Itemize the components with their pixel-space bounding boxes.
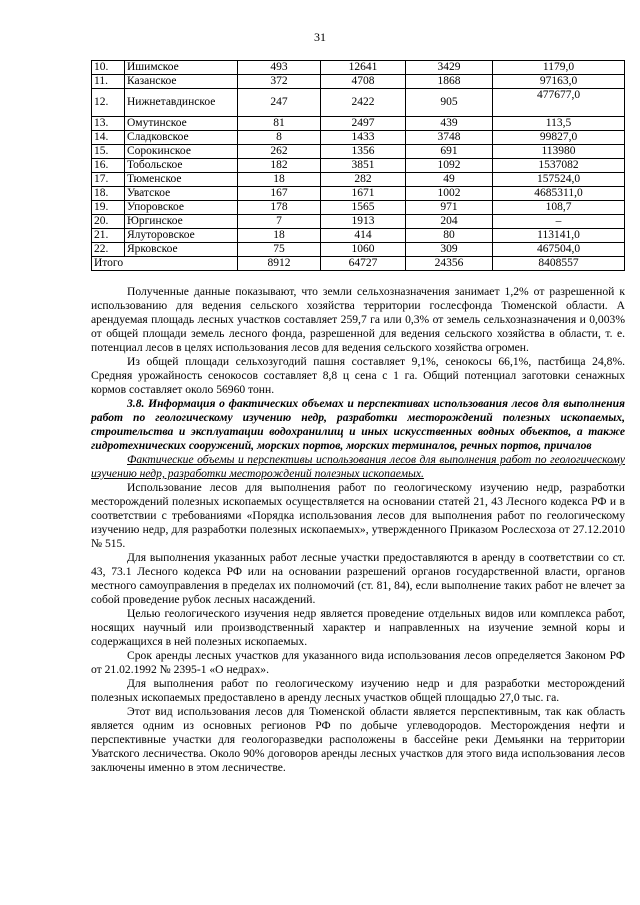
table-row	[92, 117, 625, 131]
value-cell: 1868	[406, 75, 493, 89]
value-cell: 1565	[321, 201, 406, 215]
total-value: 8408557	[493, 257, 625, 271]
row-number: 22.	[92, 243, 125, 257]
section-heading: 3.8. Информация о фактических объемах и перспективах использования лесов для выполнения работ по геологическому изучению недр, разработки месторождений полезных ископаемых, строительства и эксплуатации водохранилищ и иных искусственных водных объектов, а также гидротехнических сооружений, морских портов, морских терминалов, речных портов, причалов	[91, 397, 625, 452]
body-text	[91, 285, 625, 775]
value-cell: 113980	[493, 145, 625, 159]
value-cell: 99827,0	[493, 131, 625, 145]
row-number: 11.	[92, 75, 125, 89]
table-row	[92, 173, 625, 187]
value-cell: 49	[406, 173, 493, 187]
value-cell: 1537082	[493, 159, 625, 173]
land-use-table	[91, 60, 625, 271]
row-number: 21.	[92, 229, 125, 243]
paragraph: Полученные данные показывают, что земли сельхозназначения занимает 1,2% от разрешенной к использованию для ведения сельского хозяйства территории гослесфонда Тюменской области. А арендуемая площадь лесных участков составляет 259,7 га или 0,3% от земель сельхозназначения и 0,003% от общей площади земель лесного фонда, разрешенной для ведения сельского хозяйства в области, т. е. потенциал лесов в целях использования лесов для ведения сельского хозяйства огромен.	[91, 285, 625, 354]
page-number: 31	[314, 30, 326, 44]
table-row	[92, 159, 625, 173]
value-cell: 12641	[321, 61, 406, 75]
table-row	[92, 187, 625, 201]
value-cell: 905	[406, 89, 493, 117]
value-cell: 467504,0	[493, 243, 625, 257]
forestry-name: Казанское	[125, 75, 238, 89]
value-cell: 18	[238, 173, 321, 187]
forestry-name: Уватское	[125, 187, 238, 201]
value-cell: 1433	[321, 131, 406, 145]
paragraph: Для выполнения работ по геологическому изучению недр и для разработки месторождений полезных ископаемых предоставлено в аренду лесных участков общей площадью 27,0 тыс. га.	[91, 677, 625, 704]
value-cell: 81	[238, 117, 321, 131]
value-cell: 80	[406, 229, 493, 243]
value-cell: 3851	[321, 159, 406, 173]
value-cell: 2422	[321, 89, 406, 117]
value-cell: 262	[238, 145, 321, 159]
value-cell: 18	[238, 229, 321, 243]
paragraph: Этот вид использования лесов для Тюменской области является перспективным, так как область является одним из основных регионов РФ по добыче углеводородов. Месторождения нефти и перспективные участки для геологоразведки расположены в бассейне реки Демьянки на территории Уватского лесничества. Около 90% договоров аренды лесных участков для этого вида использования лесов заключены именно в этом лесничестве.	[91, 705, 625, 774]
forestry-name: Сорокинское	[125, 145, 238, 159]
forestry-name: Ялуторовское	[125, 229, 238, 243]
table-row	[92, 89, 625, 117]
total-value: 8912	[238, 257, 321, 271]
value-cell: 157524,0	[493, 173, 625, 187]
total-value: 24356	[406, 257, 493, 271]
value-cell: 8	[238, 131, 321, 145]
value-cell: 1913	[321, 215, 406, 229]
paragraph: Использование лесов для выполнения работ по геологическому изучению недр, разработки месторождений полезных ископаемых осуществляется на основании статей 21, 43 Лесного кодекса РФ и в соответствии с требованиями «Порядка использования лесов для выполнения работ по геологическому изучению недр, для разработки полезных ископаемых», утвержденного Приказом Рослесхоза от 27.12.2010 № 515.	[91, 481, 625, 550]
value-cell: 282	[321, 173, 406, 187]
value-cell: 204	[406, 215, 493, 229]
row-number: 16.	[92, 159, 125, 173]
value-cell: 75	[238, 243, 321, 257]
forestry-name: Упоровское	[125, 201, 238, 215]
table-row	[92, 61, 625, 75]
paragraph: Срок аренды лесных участков для указанного вида использования лесов определяется Законом РФ от 21.02.1992 № 2395-1 «О недрах».	[91, 649, 625, 676]
row-number: 10.	[92, 61, 125, 75]
forestry-name: Тобольское	[125, 159, 238, 173]
row-number: 13.	[92, 117, 125, 131]
value-cell: 1356	[321, 145, 406, 159]
forestry-name: Тюменское	[125, 173, 238, 187]
forestry-name: Нижнетавдинское	[125, 89, 238, 117]
table-row	[92, 145, 625, 159]
table-body	[92, 61, 625, 271]
value-cell: 414	[321, 229, 406, 243]
value-cell: 4685311,0	[493, 187, 625, 201]
value-cell: 372	[238, 75, 321, 89]
value-cell: 178	[238, 201, 321, 215]
value-cell: 309	[406, 243, 493, 257]
paragraph: Для выполнения указанных работ лесные участки предоставляются в аренду в соответствии со ст. 43, 73.1 Лесного кодекса РФ или на основании разрешений органов государственной власти, органов местного самоуправления в пределах их полномочий (ст. 81, 84), если выполнение таких работ не влечет за собой проведение рубок лесных насаждений.	[91, 551, 625, 606]
value-cell: 3429	[406, 61, 493, 75]
paragraph: Из общей площади сельхозугодий пашня составляет 9,1%, сенокосы 66,1%, пастбища 24,8%. Средняя урожайность сенокосов составляет 8,8 ц сена с 1 га. Общий потенциал заготовки сенажных кормов составляет около 56960 тонн.	[91, 355, 625, 396]
row-number: 15.	[92, 145, 125, 159]
value-cell: 4708	[321, 75, 406, 89]
value-cell: 1092	[406, 159, 493, 173]
table-row	[92, 201, 625, 215]
forestry-name: Ишимское	[125, 61, 238, 75]
table-row	[92, 229, 625, 243]
value-cell: 971	[406, 201, 493, 215]
value-cell: –	[493, 215, 625, 229]
value-cell: 113141,0	[493, 229, 625, 243]
row-number: 12.	[92, 89, 125, 117]
table-row	[92, 131, 625, 145]
row-number: 19.	[92, 201, 125, 215]
row-number: 18.	[92, 187, 125, 201]
value-cell: 167	[238, 187, 321, 201]
forestry-name: Сладковское	[125, 131, 238, 145]
value-cell: 2497	[321, 117, 406, 131]
table-total-row	[92, 257, 625, 271]
total-value: 64727	[321, 257, 406, 271]
value-cell: 7	[238, 215, 321, 229]
subsection-heading: Фактические объемы и перспективы использования лесов для выполнения работ по геологическому изучению недр, разработки месторождений полезных ископаемых.	[91, 453, 625, 480]
paragraph: Целью геологического изучения недр является проведение отдельных видов или комплекса работ, носящих научный или производственный характер и направленных на изучение земной коры и содержащихся в ней полезных ископаемых.	[91, 607, 625, 648]
forestry-name: Омутинское	[125, 117, 238, 131]
value-cell: 108,7	[493, 201, 625, 215]
row-number: 17.	[92, 173, 125, 187]
value-cell: 439	[406, 117, 493, 131]
value-cell: 247	[238, 89, 321, 117]
value-cell: 97163,0	[493, 75, 625, 89]
forestry-name: Юргинское	[125, 215, 238, 229]
forestry-name: Ярковское	[125, 243, 238, 257]
value-cell: 182	[238, 159, 321, 173]
row-number: 14.	[92, 131, 125, 145]
value-cell: 477677,0	[493, 89, 625, 117]
value-cell: 1002	[406, 187, 493, 201]
value-cell: 113,5	[493, 117, 625, 131]
value-cell: 3748	[406, 131, 493, 145]
row-number: 20.	[92, 215, 125, 229]
value-cell: 1179,0	[493, 61, 625, 75]
table-row	[92, 243, 625, 257]
value-cell: 1060	[321, 243, 406, 257]
total-label: Итого	[92, 257, 238, 271]
value-cell: 493	[238, 61, 321, 75]
table-row	[92, 75, 625, 89]
value-cell: 1671	[321, 187, 406, 201]
value-cell: 691	[406, 145, 493, 159]
table-row	[92, 215, 625, 229]
